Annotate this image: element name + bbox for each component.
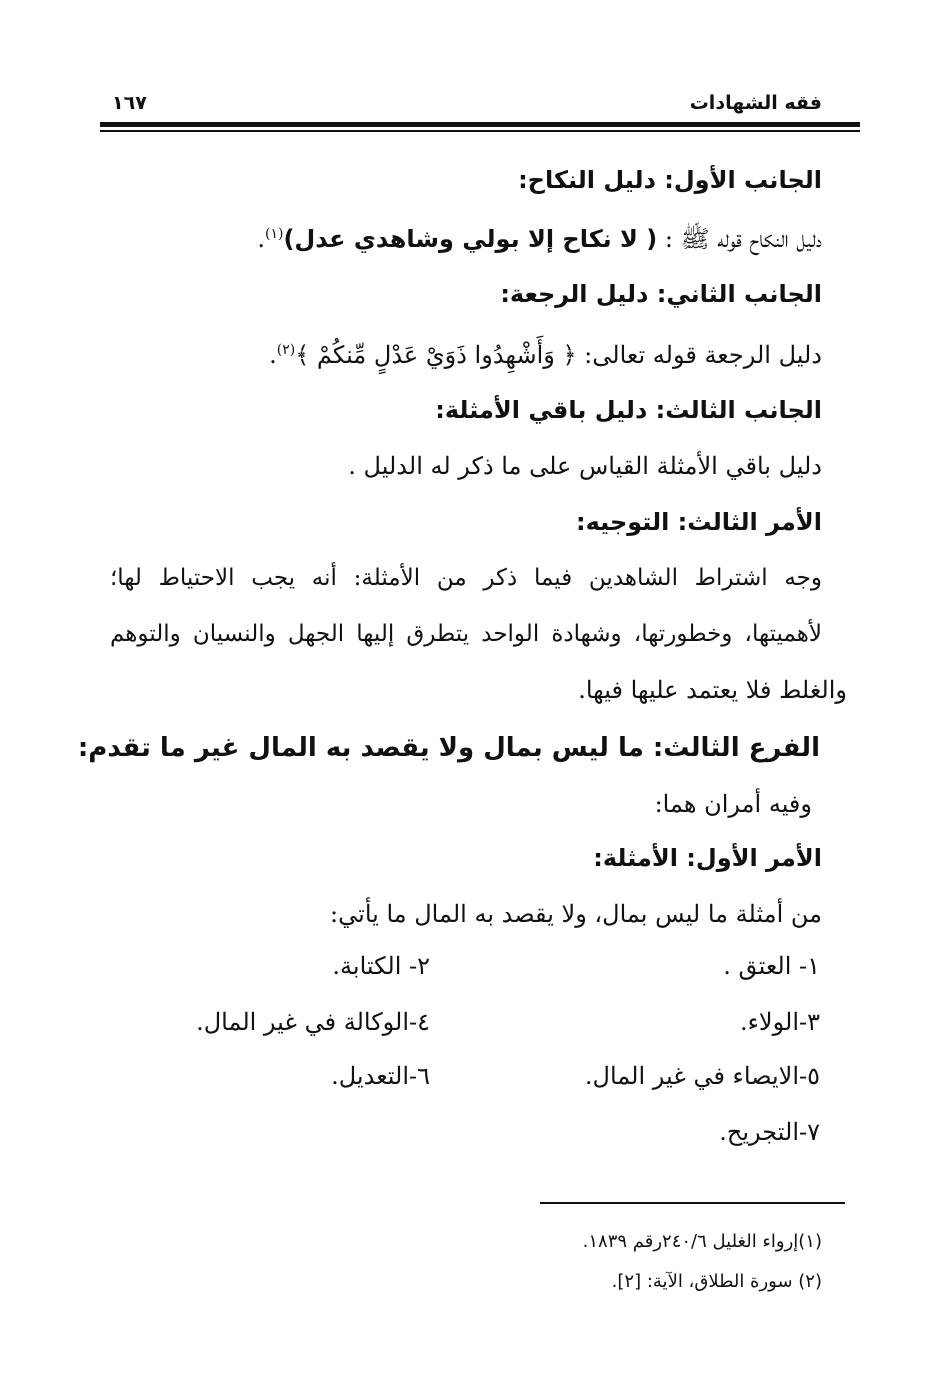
heading-side-3: الجانب الثالث: دليل باقي الأمثلة: xyxy=(435,396,822,424)
list-item-2: ٢- الكتابة. xyxy=(332,952,430,980)
footnote-separator xyxy=(540,1202,845,1204)
quran-verse: ﴿ وَأَشْهِدُوا ذَوَيْ عَدْلٍ مِّنكُمْ ﴾ xyxy=(295,341,577,369)
paragraph-wajh-line-1: وجه اشتراط الشاهدين فيما ذكر من الأمثلة: أنه يجب الاحتياط لها؛ xyxy=(110,565,822,591)
paragraph-side-3: دليل باقي الأمثلة القياس على ما ذكر له الدليل . xyxy=(348,452,822,480)
list-item-7: ٧-التجريح. xyxy=(719,1118,820,1146)
list-item-4: ٤-الوكالة في غير المال. xyxy=(196,1008,430,1036)
header-rule-thick xyxy=(100,122,860,127)
footnote-ref-2: (٢) xyxy=(276,342,296,358)
header-rule-thin xyxy=(100,130,860,132)
list-item-6: ٦-التعديل. xyxy=(331,1062,430,1090)
heading-side-1: الجانب الأول: دليل النكاح: xyxy=(518,166,822,194)
list-item-1: ١- العتق . xyxy=(723,952,820,980)
page-number: ١٦٧ xyxy=(112,92,147,114)
paragraph-side-2-intro: دليل الرجعة قوله تعالى: xyxy=(576,341,822,369)
heading-matter-3: الأمر الثالث: التوجيه: xyxy=(576,508,822,536)
paragraph-examples-intro: من أمثلة ما ليس بمال، ولا يقصد به المال ما يأتي: xyxy=(330,900,822,928)
paragraph-wajh-line-3: والغلط فلا يعتمد عليها فيها. xyxy=(578,676,847,704)
paragraph-side-2-end: . xyxy=(269,341,277,369)
list-item-5: ٥-الايصاء في غير المال. xyxy=(584,1062,820,1090)
paragraph-wajh-line-2: لأهميتها، وخطورتها، وشهادة الواحد يتطرق إليها الجهل والنسيان والتوهم xyxy=(110,621,822,647)
paragraph-side-2 xyxy=(269,330,822,375)
paragraph-side-1-intro: دليل النكاح قوله ﷺ : xyxy=(657,225,822,253)
footnote-ref-1: (١) xyxy=(264,226,284,242)
running-title: فقه الشهادات xyxy=(689,92,822,114)
list-item-3: ٣-الولاء. xyxy=(740,1008,820,1036)
hadith-quote: ( لا نكاح إلا بولي وشاهدي عدل) xyxy=(283,225,658,253)
heading-matter-1: الأمر الأول: الأمثلة: xyxy=(593,844,822,872)
paragraph-side-1 xyxy=(257,214,822,259)
heading-branch-3: الفرع الثالث: ما ليس بمال ولا يقصد به المال غير ما تقدم: xyxy=(77,733,820,763)
paragraph-amran: وفيه أمران هما: xyxy=(654,790,812,818)
paragraph-side-1-end: . xyxy=(257,225,265,253)
heading-side-2: الجانب الثاني: دليل الرجعة: xyxy=(500,280,822,308)
footnote-1: (١)إرواء الغليل ٢٤٠/٦رقم ١٨٣٩. xyxy=(582,1231,822,1252)
footnote-2: (٢) سورة الطلاق، الآية: [٢]. xyxy=(611,1271,822,1292)
